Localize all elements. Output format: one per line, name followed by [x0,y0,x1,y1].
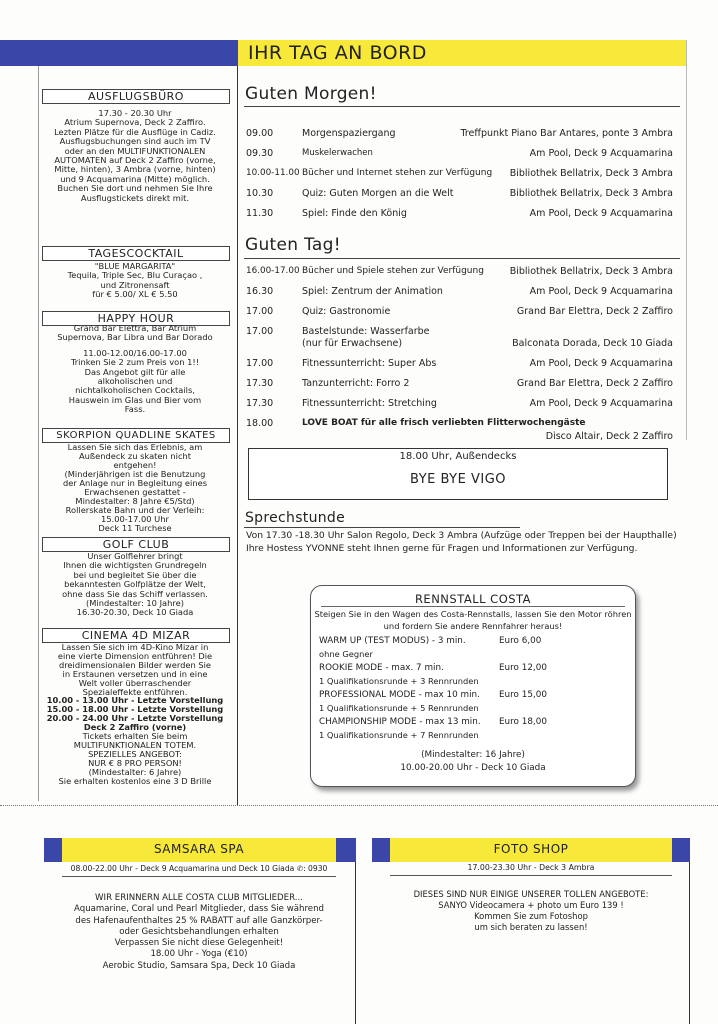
happy-title: HAPPY HOUR [42,311,230,326]
foto-blue-right [672,838,690,862]
bottom-divider [0,805,718,806]
foto-rule [390,875,672,876]
morning-rule [244,106,680,107]
renn-item-sub: 1 Qualifikationsrunde + 5 Rennrunden [319,703,479,713]
renn-box [310,585,636,787]
schedule-row: 10.00-11.00 Bücher und Internet stehen zur Verfügung Bibliothek Bellatrix, Deck 3 Ambra [246,168,673,179]
renn-hours: 10.00-20.00 Uhr - Deck 10 Giada [400,763,546,773]
schedule-row: 17.30 Fitnessunterricht: Stretching Am Pool, Deck 9 Acquamarina [246,398,673,409]
schedule-row: 09.30 Muskelerwachen Am Pool, Deck 9 Acquamarina [246,148,673,159]
morning-title: Guten Morgen! [245,84,377,104]
vigo-title: BYE BYE VIGO [409,472,507,487]
sprech-line2: Ihre Hostess YVONNE steht Ihnen gerne für Fragen und Informationen zur Verfügung. [246,543,638,554]
golf-title: GOLF CLUB [42,537,230,552]
sprech-line1: Von 17.30 -18.30 Uhr Salon Regolo, Deck 3 Ambra (Aufzüge oder Treppen bei der Haupthalle) [246,530,677,541]
renn-intro2: und fordern Sie andere Rennfahrer heraus! [383,621,563,631]
renn-item-sub: 1 Qualifikationsrunde + 7 Rennrunden [319,730,479,740]
vigo-time: 18.00 Uhr, Außendecks [399,451,517,462]
ausflug-text: 17.30 - 20.30 Uhr Atrium Supernova, Deck 2 Zaffiro. Lezten Plätze für die Ausflüge in Cadiz. Ausflugsbuchungen sind auch im TV oder an den MULTIFUNKTIONALEN AUTOMATEN auf Deck 2 Zaffiro (vorne, Mitte, hinten), 3 Ambra (vorne, hinten) und 9 Acquamarina (Mitte) möglich. Buchen Sie dort und nehmen Sie Ihre Ausflugstickets direkt mit. [54,108,216,203]
foto-side-rule [689,862,690,1024]
renn-item-name: ROOKIE MODE - max. 7 min. [319,663,444,673]
column-divider [237,66,238,806]
renn-item-price: Euro 15,00 [499,690,547,700]
skates-title: SKORPION QUADLINE SKATES [42,428,230,443]
spa-blue-right [336,838,356,862]
schedule-row: 17.00 Bastelstunde: Wasserfarbe (nur für Erwachsene) Balconata Dorada, Deck 10 Giada [246,326,673,349]
schedule-row: 10.30 Quiz: Guten Morgen an die Welt Bibliothek Bellatrix, Deck 3 Ambra [246,188,673,199]
day-title: Guten Tag! [245,235,341,255]
renn-item-sub: ohne Gegner [319,649,373,659]
renn-item-price: Euro 6,00 [499,636,542,646]
foto-blue-left [372,838,390,862]
schedule-row: 11.30 Spiel: Finde den König Am Pool, Deck 9 Acquamarina [246,208,673,219]
schedule-row: 16.30 Spiel: Zentrum der Animation Am Pool, Deck 9 Acquamarina [246,286,673,297]
day-rule [244,258,680,259]
renn-intro1: Steigen Sie in den Wagen des Costa-Rennstalls, lassen Sie den Motor röhren [314,609,632,619]
spa-title: SAMSARA SPA [153,842,245,856]
left-column-rule [38,66,39,801]
spa-rule [62,876,336,877]
golf-text: Unser Golflehrer bringt Ihnen die wichtigsten Grundregeln bei und begleitet Sie über die bekanntesten Golfplätze der Welt, ohne dass Sie das Schiff verlassen. (Mindestalter: 10 Jahre) 16.30-20.30, Deck 10 Giada [62,551,208,618]
vigo-box [248,448,668,500]
schedule-row: 16.00-17.00 Bücher und Spiele stehen zur Verfügung Bibliothek Bellatrix, Deck 3 Ambra [246,266,673,277]
renn-item-price: Euro 18,00 [499,717,547,727]
schedule-row: 17.00 Quiz: Gastronomie Grand Bar Elettra, Deck 2 Zaffiro [246,306,673,317]
spa-side-rule [355,862,356,1024]
schedule-row: 18.00 LOVE BOAT für alle frisch verliebten Flitterwochengäste Disco Altair, Deck 2 Zaffiro [246,418,673,442]
foto-title: FOTO SHOP [493,842,569,856]
schedule-row: 17.00 Fitnessunterricht: Super Abs Am Pool, Deck 9 Acquamarina [246,358,673,369]
header-right-rule [686,40,687,440]
renn-age: (Mindestalter: 16 Jahre) [421,750,525,760]
spa-blue-left [44,838,62,862]
cinema-text: Lassen Sie sich im 4D-Kino Mizar in eine vierte Dimension entführen! Die dreidimensionalen Bilder werden Sie in Erstaunen versetzen und in eine Welt voller überraschender Spezialeffekte entführen. 10.00 - 13.00 Uhr - Letzte Vorstellung 15.00 - 18.00 Uhr - Letzte Vorstellung 20.00 - 24.00 Uhr - Letzte Vorstellung Deck 2 Zaffiro (vorne) Tickets erhalten Sie beim MULTIFUNKTIONALEN TOTEM. SPEZIELLES ANGEBOT: NUR € 8 PRO PERSON! (Mindestalter: 6 Jahre) Sie erhalten kostenlos eine 3 D Brille [46,642,224,786]
renn-item-price: Euro 12,00 [499,663,547,673]
renn-item-name: WARM UP (TEST MODUS) - 3 min. [319,636,466,646]
renn-title-rule [321,606,625,607]
cocktail-title: TAGESCOCKTAIL [42,246,230,261]
morning-schedule [245,128,673,228]
cocktail-text: "BLUE MARGARITA" Tequila, Triple Sec, Blu Curaçao , und Zitronensaft für € 5.00/ XL € 5.50 [67,261,203,300]
foto-text: DIESES SIND NUR EINIGE UNSERER TOLLEN ANGEBOTE: SANYO Videocamera + photo um Euro 139 ! Kommen Sie zum Fotoshop um sich beraten zu lassen! [413,889,649,932]
header-blue-bar [0,40,238,66]
renn-item-sub: 1 Qualifikationsrunde + 3 Rennrunden [319,676,479,686]
schedule-row: 09.00 Morgenspaziergang Treffpunkt Piano Bar Antares, ponte 3 Ambra [246,128,673,139]
schedule-row: 17.30 Tanzunterricht: Forro 2 Grand Bar Elettra, Deck 2 Zaffiro [246,378,673,389]
page-title: IHR TAG AN BORD [248,42,427,64]
skates-text: Lassen Sie sich das Erlebnis, am Außendeck zu skaten nicht entgehen! (Minderjährigen ist die Benutzung der Anlage nur in Begleitung eines Erwachsenen gestattet - Mindestalter: 8 Jahre €5/Std) Rollerskate Bahn und der Verleih: 15.00-17.00 Uhr Deck 11 Turchese [62,442,208,533]
day-schedule [245,266,673,446]
renn-item-name: PROFESSIONAL MODE - max 10 min. [319,690,480,700]
spa-hours: 08.00-22.00 Uhr - Deck 9 Acquamarina und Deck 10 Giada ✆: 0930 [70,864,328,873]
renn-title: RENNSTALL COSTA [414,592,532,606]
renn-item-name: CHAMPIONSHIP MODE - max 13 min. [319,717,481,727]
cinema-title: CINEMA 4D MIZAR [42,628,230,643]
happy-text: Grand Bar Elettra, Bar Atrium Supernova, Bar Libra und Bar Dorado 11.00-12.00/16.00-17.00 Trinken Sie 2 zum Preis von 1!! Das Angebot gilt für alle alkoholischen und nichtalkoholischen Cocktails, Hauswein im Glas und Bier vom Fass. [57,323,213,415]
foto-hours: 17.00-23.30 Uhr - Deck 3 Ambra [467,863,595,872]
sprech-rule [244,527,520,528]
sprech-title: Sprechstunde [245,510,346,526]
spa-text: WIR ERINNERN ALLE COSTA CLUB MITGLIEDER... Aquamarine, Coral und Pearl Mitglieder, dass Sie während des Hafenaufenthaltes 25 % RABATT auf alle Ganzkörper- oder Gesichtsbehandlungen erhalten Verpassen Sie nicht diese Gelegenheit! 18.00 Uhr - Yoga (€10) Aerobic Studio, Samsara Spa, Deck 10 Giada [74,893,324,971]
ausflug-title: AUSFLUGSBÜRO [42,89,230,104]
